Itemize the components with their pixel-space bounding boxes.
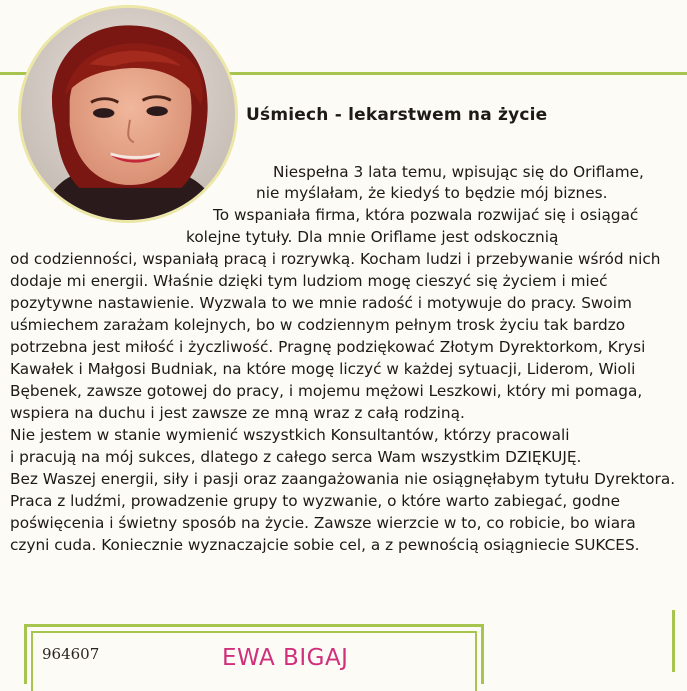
- body-line: i pracują na mój sukces, dlatego z całego serca Wam wszystkim DZIĘKUJĘ.: [10, 448, 582, 466]
- body-line: Nie jestem w stanie wymienić wszystkich Konsultantów, którzy pracowali: [10, 426, 570, 444]
- body-line: Bez Waszej energii, siły i pasji oraz zaangażowania nie osiągnęłabym tytułu Dyrektora.: [10, 470, 676, 488]
- body-line: uśmiechem zarażam kolejnych, bo w codziennym pełnym trosk życiu tak bardzo: [10, 316, 626, 334]
- body-line: potrzebna jest miłość i życzliwość. Pragnę podziękować Złotym Dyrektorkom, Krysi: [10, 338, 646, 356]
- body-line: od codzienności, wspaniałą pracą i rozrywką. Kocham ludzi i przebywanie wśród nich: [10, 250, 661, 268]
- body-line: pozytywne nastawienie. Wyzwala to we mnie radość i motywuje do pracy. Swoim: [10, 294, 632, 312]
- body-line: Kawałek i Małgosi Budniak, na które mogę liczyć w każdej sytuacji, Liderom, Wioli: [10, 360, 636, 378]
- body-line: To wspaniała firma, która pozwala rozwijać się i osiągać: [213, 206, 639, 224]
- body-line: Bębenek, zawsze gotowej do pracy, i mojemu mężowi Leszkowi, który mi pomaga,: [10, 382, 643, 400]
- consultant-code: 964607: [42, 645, 100, 663]
- consultant-name: EWA BIGAJ: [222, 645, 349, 671]
- body-line: poświęcenia i świetny sposób na życie. Zawsze wierzcie w to, co robicie, bo wiara: [10, 514, 636, 532]
- body-line: wspiera na duchu i jest zawsze ze mną wraz z całą rodziną.: [10, 404, 465, 422]
- body-line: kolejne tytuły. Dla mnie Oriflame jest odskocznią: [186, 228, 559, 246]
- right-frame-edge: [672, 610, 687, 672]
- body-line: czyni cuda. Koniecznie wyznaczajcie sobie cel, a z pewnością osiągniecie SUKCES.: [10, 536, 640, 554]
- article-title: Uśmiech - lekarstwem na życie: [246, 105, 548, 125]
- body-line: Niespełna 3 lata temu, wpisując się do Oriflame,: [273, 163, 644, 181]
- body-line: nie myślałam, że kiedyś to będzie mój biznes.: [256, 184, 608, 202]
- body-line: dodaje mi energii. Właśnie dzięki tym ludziom mogę cieszyć się życiem i mieć: [10, 272, 608, 290]
- body-line: Praca z ludźmi, prowadzenie grupy to wyzwanie, o które warto zabiegać, godne: [10, 492, 621, 510]
